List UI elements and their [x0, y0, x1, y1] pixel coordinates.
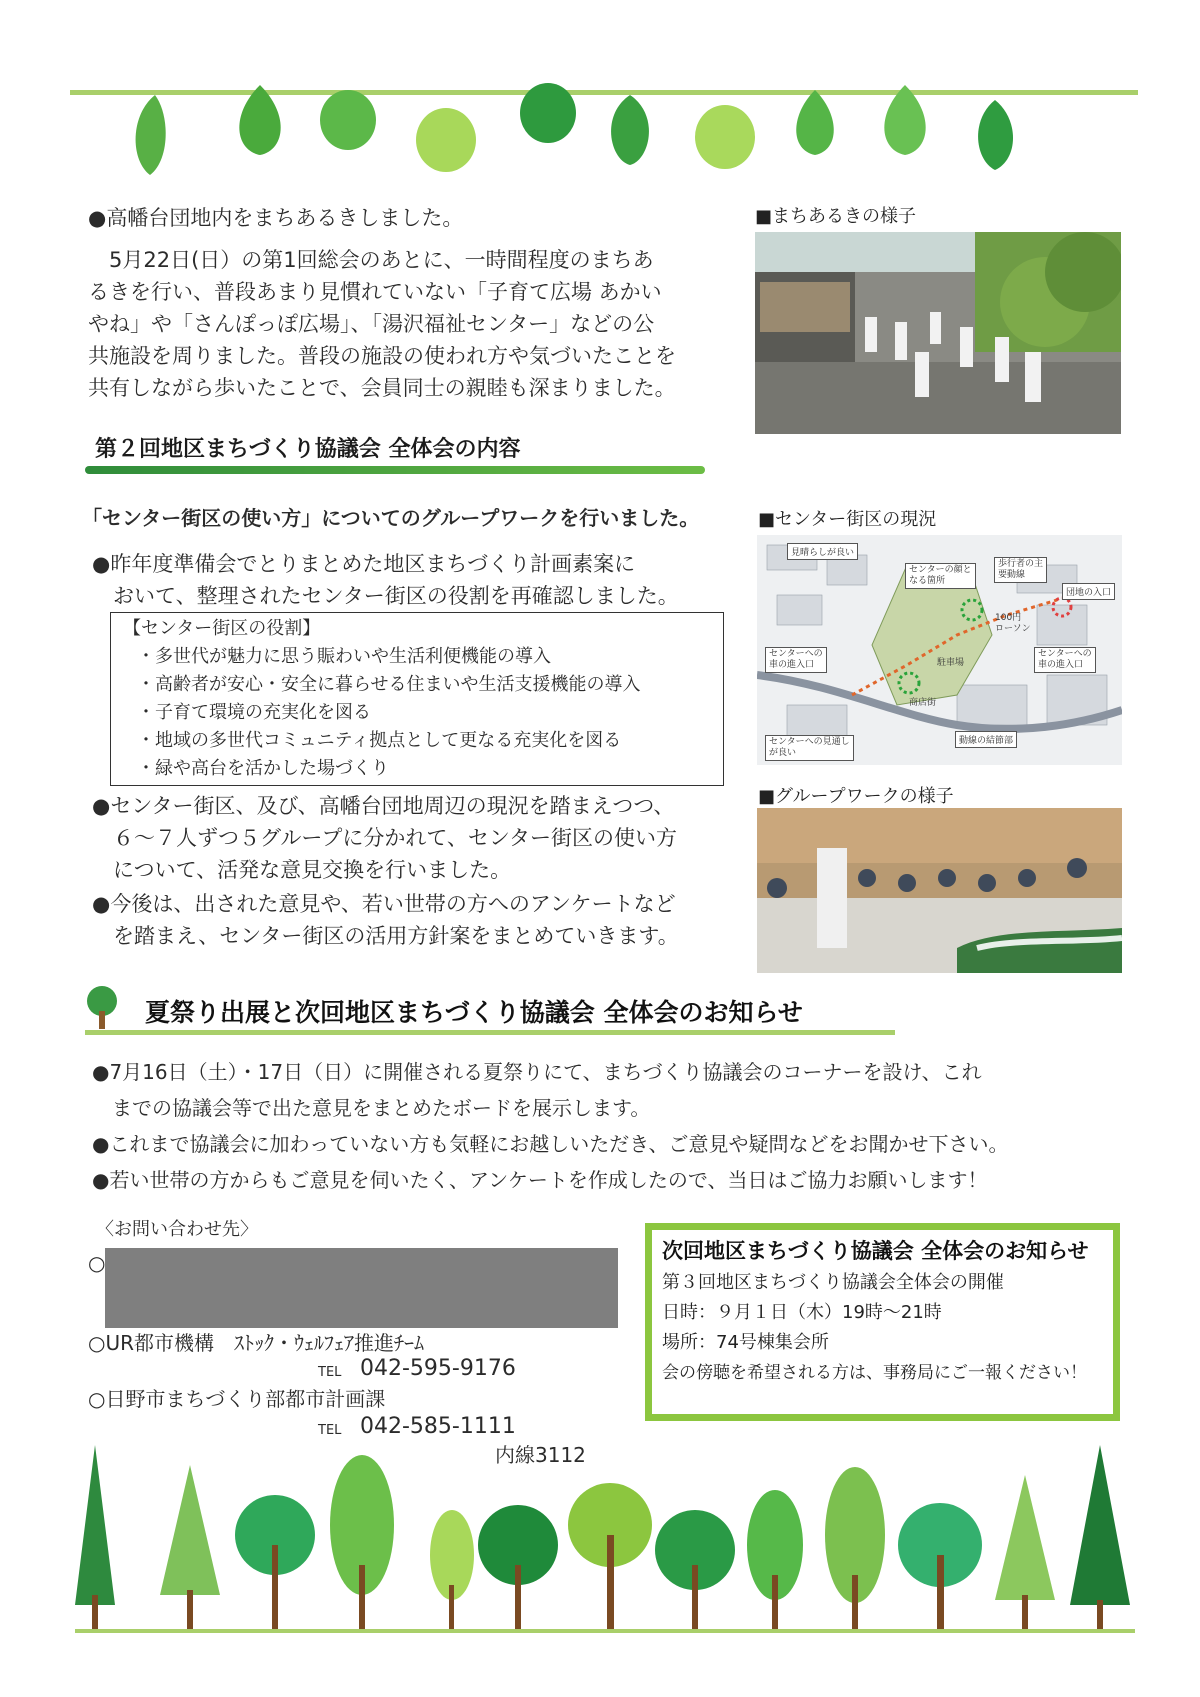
map-caption: ■センター街区の現況 [758, 509, 937, 530]
site-map [757, 535, 1122, 765]
contact-ext: 内線3112 [495, 1443, 586, 1467]
tree-icon [430, 1510, 474, 1630]
walk-photo [755, 232, 1121, 434]
tree-icon [160, 1465, 220, 1630]
map-label: センターへの 車の進入口 [765, 647, 827, 673]
notice-line: 場所：74号棟集会所 [662, 1332, 829, 1353]
bullet-line: について、活発な意見交換を行いました。 [92, 858, 512, 882]
groupwork-photo [757, 808, 1122, 973]
bullet-line: までの協議会等で出た意見をまとめたボードを展示します。 [92, 1096, 651, 1120]
tree-icon [568, 1483, 652, 1630]
leaf-icon [239, 85, 280, 155]
notice-line: 日時：９月１日（木）19時～21時 [662, 1302, 942, 1323]
leaf-icon [520, 83, 576, 143]
leaf-icon [136, 95, 166, 175]
tree-icon [747, 1490, 803, 1630]
leaf-icon [884, 85, 925, 155]
role-item: ・高齢者が安心・安全に暮らせる住まいや生活支援機能の導入 [137, 674, 641, 695]
notice-title: 次回地区まちづくり協議会 全体会のお知らせ [662, 1239, 1089, 1263]
role-box [110, 612, 724, 786]
contact-ur-tel: 042-595-9176 [360, 1356, 516, 1381]
bullet-line: ●7月16日（土）・17日（日）に開催される夏祭りにて、まちづくり協議会のコーナーを設け、これ [92, 1060, 982, 1084]
section2-bullet1 [92, 548, 732, 612]
contact-ur: ○UR都市機構 ｽﾄｯｸ・ｳｪﾙﾌｪｱ推進ﾁｰﾑ [88, 1331, 424, 1355]
role-item: ・地域の多世代コミュニティ拠点として更なる充実化を図る [137, 730, 622, 751]
tree-icon [898, 1503, 982, 1630]
section2-subtitle: 「センター街区の使い方」についてのグループワークを行いました。 [82, 506, 700, 530]
walk-paragraph [88, 244, 728, 404]
bullet-line: おいて、整理されたセンター街区の役割を再確認しました。 [92, 584, 679, 608]
contact-hino: ○日野市まちづくり部都市計画課 [88, 1387, 386, 1411]
section2-bullet3 [92, 888, 752, 952]
leaf-icon [978, 100, 1013, 170]
bullet-line: を踏まえ、センター街区の活用方針案をまとめていきます。 [92, 924, 679, 948]
role-box-title: 【センター街区の役割】 [123, 618, 321, 639]
ground-line [75, 1629, 1135, 1633]
walk-line: やね」や「さんぽっぽ広場」、「湯沢福祉センター」などの公 [88, 312, 655, 336]
map-label: センターへの見通し が良い [765, 735, 854, 761]
leaf-icon [695, 105, 755, 169]
section3-lines [92, 1054, 1152, 1198]
leaf-decoration [136, 83, 1013, 175]
section2-title: 第２回地区まちづくり協議会 全体会の内容 [95, 437, 521, 462]
map-label: 団地の入口 [1062, 583, 1115, 600]
redacted-contact [105, 1248, 618, 1328]
contact-heading: 〈お問い合わせ先〉 [96, 1219, 258, 1240]
groupwork-caption: ■グループワークの様子 [758, 786, 954, 807]
role-item: ・子育て環境の充実化を図る [137, 702, 371, 723]
map-label: センターへの 車の進入口 [1034, 647, 1096, 673]
walk-line: 5月22日(日）の第1回総会のあとに、一時間程度のまちあ [88, 248, 654, 272]
walk-photo-caption: ■まちあるきの様子 [755, 206, 917, 227]
tree-icon [825, 1467, 885, 1630]
role-item: ・多世代が魅力に思う賑わいや生活利便機能の導入 [137, 646, 551, 667]
tree-icon [478, 1505, 558, 1630]
bullet-line: ●昨年度準備会でとりまとめた地区まちづくり計画素案に [92, 552, 636, 576]
notice-line: 会の傍聴を希望される方は、事務局にご一報ください！ [662, 1363, 1087, 1383]
contact-circle: ○ [88, 1251, 106, 1275]
bullet-line: ●若い世帯の方からもご意見を伺いたく、アンケートを作成したので、当日はご協力お願いします！ [92, 1168, 988, 1192]
section3-title: 夏祭り出展と次回地区まちづくり協議会 全体会のお知らせ [145, 998, 803, 1027]
map-label: 100円 ローソン [995, 613, 1031, 634]
map-label: センターの顔と なる箇所 [905, 563, 976, 589]
bullet-line: ●これまで協議会に加わっていない方も気軽にお越しいただき、ご意見や疑問などをお聞かせ下さい。 [92, 1132, 1009, 1156]
notice-box [645, 1223, 1120, 1421]
section2-underline [85, 466, 705, 474]
bullet-line: ●今後は、出された意見や、若い世帯の方へのアンケートなど [92, 892, 676, 916]
bullet-line: ●センター街区、及び、高幡台団地周辺の現況を踏まえつつ、 [92, 794, 675, 818]
tree-icon [330, 1455, 394, 1630]
forest-decoration [70, 1425, 1140, 1635]
leaf-garland [70, 75, 1140, 185]
map-label: 歩行者の主 要動線 [994, 557, 1047, 583]
tree-icon [235, 1495, 315, 1630]
tel-label: TEL [318, 1365, 342, 1380]
bullet-line: ６～７人ずつ５グループに分かれて、センター街区の使い方 [92, 826, 678, 850]
section2-bullet2 [92, 790, 752, 886]
leaf-icon [416, 108, 476, 172]
leaf-icon [611, 95, 649, 165]
leaf-icon [796, 90, 834, 155]
map-label: 商店街 [909, 698, 937, 708]
walk-line: るきを行い、普段あまり見慣れていない「子育て広場 あかい [88, 280, 662, 304]
section3-underline [85, 1030, 895, 1035]
tel-label: TEL [318, 1423, 342, 1438]
contact-hino-tel: 042-585-1111 [360, 1414, 516, 1439]
role-item: ・緑や高台を活かした場づくり [137, 758, 389, 779]
tree-icon [82, 985, 122, 1031]
tree-icon [995, 1475, 1055, 1630]
notice-line: 第３回地区まちづくり協議会全体会の開催 [662, 1272, 1004, 1293]
map-label: 見晴らしが良い [787, 543, 858, 560]
walk-line: 共施設を周りました。普段の施設の使われ方や気づいたことを [88, 344, 676, 368]
map-label: 動線の結節部 [955, 731, 1017, 748]
map-label: 駐車場 [937, 658, 965, 668]
walk-line: 共有しながら歩いたことで、会員同士の親睦も深まりました。 [88, 376, 676, 400]
walk-heading: ●高幡台団地内をまちあるきしました。 [88, 206, 464, 230]
tree-icon [655, 1510, 735, 1630]
tree-icon [1070, 1445, 1130, 1630]
tree-icon [75, 1445, 115, 1630]
leaf-icon [320, 90, 376, 150]
